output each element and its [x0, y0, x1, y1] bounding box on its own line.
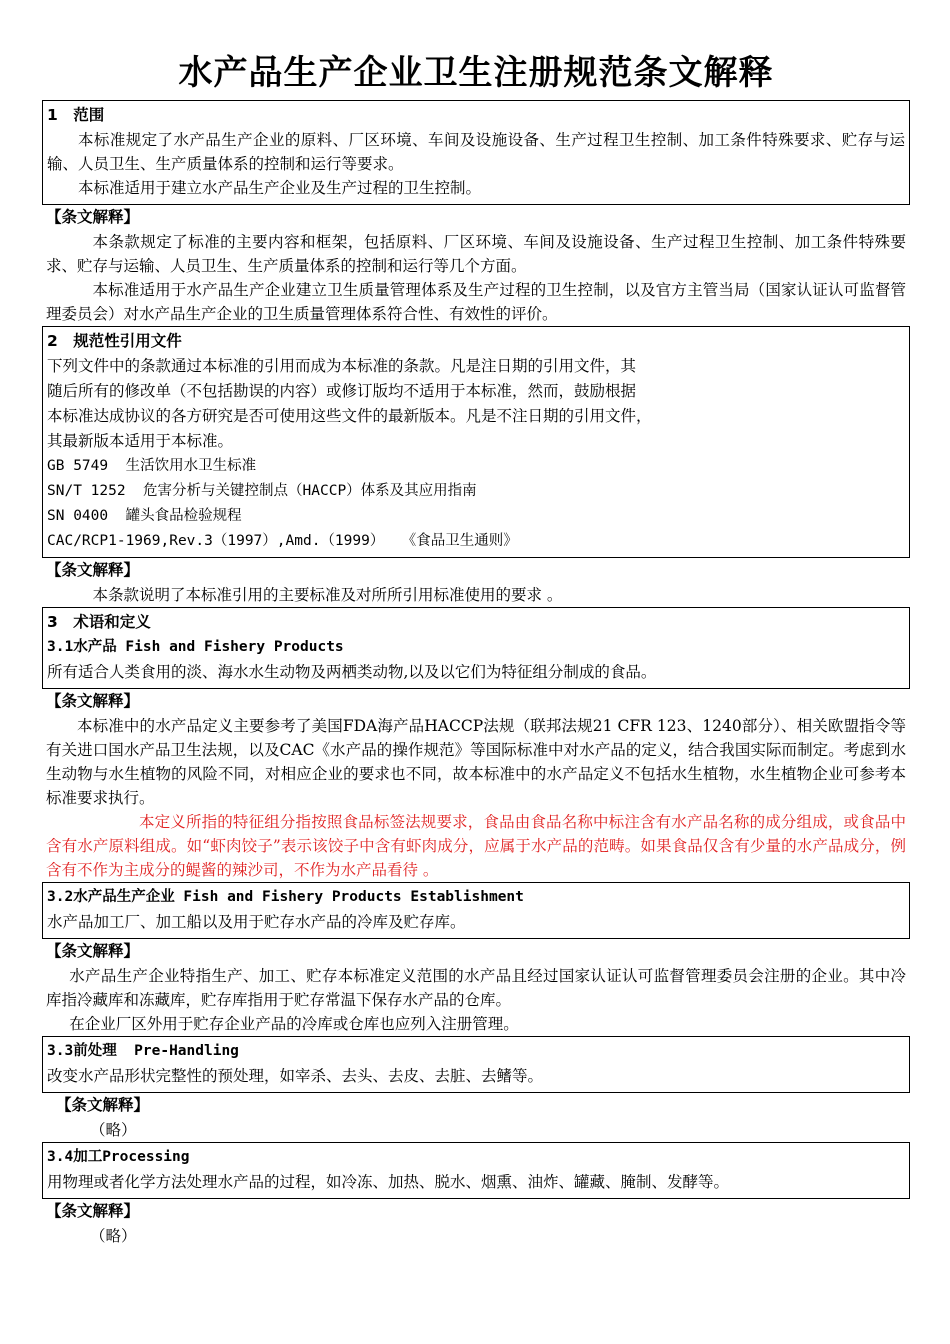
- section-text: 本标准规定了水产品生产企业的原料、厂区环境、车间及设施设备、生产过程卫生控制、加工条件特殊要求、贮存与运输、人员卫生、生产质量体系的控制和运行等要求。: [47, 131, 905, 173]
- section-terms-box: [42, 607, 910, 689]
- document-page: [42, 52, 910, 1248]
- section-text: 本标准适用于建立水产品生产企业及生产过程的卫生控制。: [78, 179, 482, 197]
- term-heading: 3.3前处理 Pre-Handling: [47, 1043, 239, 1059]
- explanation-label: 【条文解释】: [46, 1202, 140, 1220]
- explanation-text: （略）: [90, 1121, 137, 1139]
- explanation-text: （略）: [90, 1227, 137, 1245]
- explanation-text: 在企业厂区外用于贮存企业产品的冷库或仓库也应列入注册管理。: [69, 1015, 519, 1033]
- term-definition: 水产品加工厂、加工船以及用于贮存水产品的冷库及贮存库。: [47, 913, 466, 931]
- document-title: 水产品生产企业卫生注册规范条文解释: [178, 53, 774, 93]
- reference-item: GB 5749 生活饮用水卫生标准: [47, 458, 257, 474]
- explanation-text: 本条款说明了本标准引用的主要标准及对所所引用标准使用的要求 。: [92, 586, 563, 604]
- section-text: 下列文件中的条款通过本标准的引用而成为本标准的条款。凡是注日期的引用文件，其: [47, 357, 637, 375]
- reference-item: CAC/RCP1-1969,Rev.3（1997）,Amd.（1999） 《食品卫生通则》: [47, 533, 518, 549]
- reference-item: SN 0400 罐头食品检验规程: [47, 508, 242, 524]
- explanation-text: 本标准中的水产品定义主要参考了美国FDA海产品HACCP法规（联邦法规21 CFR 123、1240部分）、相关欧盟指令等有关进口国水产品卫生法规，以及CAC《水产品的操作规范》等国际标准中对水产品的定义，结合我国实际而制定。考虑到水生动物与水生植物的风险不同，对相应企业的要求也不同，故本标准中的水产品定义不包括水生植物，水生植物企业可参考本标准要求执行。: [46, 717, 906, 807]
- section-text: 其最新版本适用于本标准。: [47, 432, 234, 450]
- explanation-label: 【条文解释】: [46, 208, 140, 226]
- explanation-label: 【条文解释】: [56, 1096, 150, 1114]
- explanation-highlight-text: 本定义所指的特征组分指按照食品标签法规要求，食品由食品名称中标注含有水产品名称的成分组成，或食品中含有水产原料组成。如“虾肉饺子”表示该饺子中含有虾肉成分，应属于水产品的范畴。如果食品仅含有少量的水产品成分，例含有不作为主成分的鳀酱的辣沙司，不作为水产品看待 。: [46, 813, 906, 879]
- explanation-block: [42, 1093, 910, 1142]
- section-references-box: [42, 326, 910, 558]
- explanation-label: 【条文解释】: [46, 561, 140, 579]
- explanation-block: [42, 205, 910, 326]
- explanation-text: 本条款规定了标准的主要内容和框架，包括原料、厂区环境、车间及设施设备、生产过程卫生控制、加工条件特殊要求、贮存与运输、人员卫生、生产质量体系的控制和运行等几个方面。: [46, 233, 906, 275]
- explanation-label: 【条文解释】: [46, 942, 140, 960]
- explanation-block: [42, 689, 910, 882]
- explanation-block: [42, 939, 910, 1036]
- section-heading: 3 术语和定义: [47, 613, 151, 631]
- term-definition: 用物理或者化学方法处理水产品的过程，如冷冻、加热、脱水、烟熏、油炸、罐藏、腌制、发酵等。: [47, 1173, 730, 1191]
- term-heading: 3.1水产品 Fish and Fishery Products: [47, 639, 344, 655]
- explanation-block: [42, 1199, 910, 1248]
- section-heading: 1 范围: [47, 106, 105, 124]
- section-text: 随后所有的修改单（不包括勘误的内容）或修订版均不适用于本标准，然而，鼓励根据: [47, 382, 637, 400]
- section-text: 本标准达成协议的各方研究是否可使用这些文件的最新版本。凡是不注日期的引用文件，: [47, 407, 652, 425]
- term-heading: 3.2水产品生产企业 Fish and Fishery Products Establishment: [47, 889, 524, 905]
- explanation-block: [42, 558, 910, 607]
- reference-item: SN/T 1252 危害分析与关键控制点（HACCP）体系及其应用指南: [47, 483, 477, 499]
- term-definition: 改变水产品形状完整性的预处理，如宰杀、去头、去皮、去脏、去鳍等。: [47, 1067, 544, 1085]
- term-processing-box: [42, 1142, 910, 1199]
- term-establishment-box: [42, 882, 910, 939]
- term-prehandling-box: [42, 1036, 910, 1093]
- explanation-text: 本标准适用于水产品生产企业建立卫生质量管理体系及生产过程的卫生控制，以及官方主管当局（国家认证认可监督管理委员会）对水产品生产企业的卫生质量管理体系符合性、有效性的评价。: [46, 281, 906, 323]
- term-heading: 3.4加工Processing: [47, 1149, 190, 1165]
- explanation-text: 水产品生产企业特指生产、加工、贮存本标准定义范围的水产品且经过国家认证认可监督管理委员会注册的企业。其中冷库指冷藏库和冻藏库，贮存库指用于贮存常温下保存水产品的仓库。: [46, 967, 906, 1009]
- section-scope-box: [42, 100, 910, 205]
- term-definition: 所有适合人类食用的淡、海水水生动物及两栖类动物,以及以它们为特征组分制成的食品。: [47, 663, 657, 681]
- explanation-label: 【条文解释】: [46, 692, 140, 710]
- section-heading: 2 规范性引用文件: [47, 332, 182, 350]
